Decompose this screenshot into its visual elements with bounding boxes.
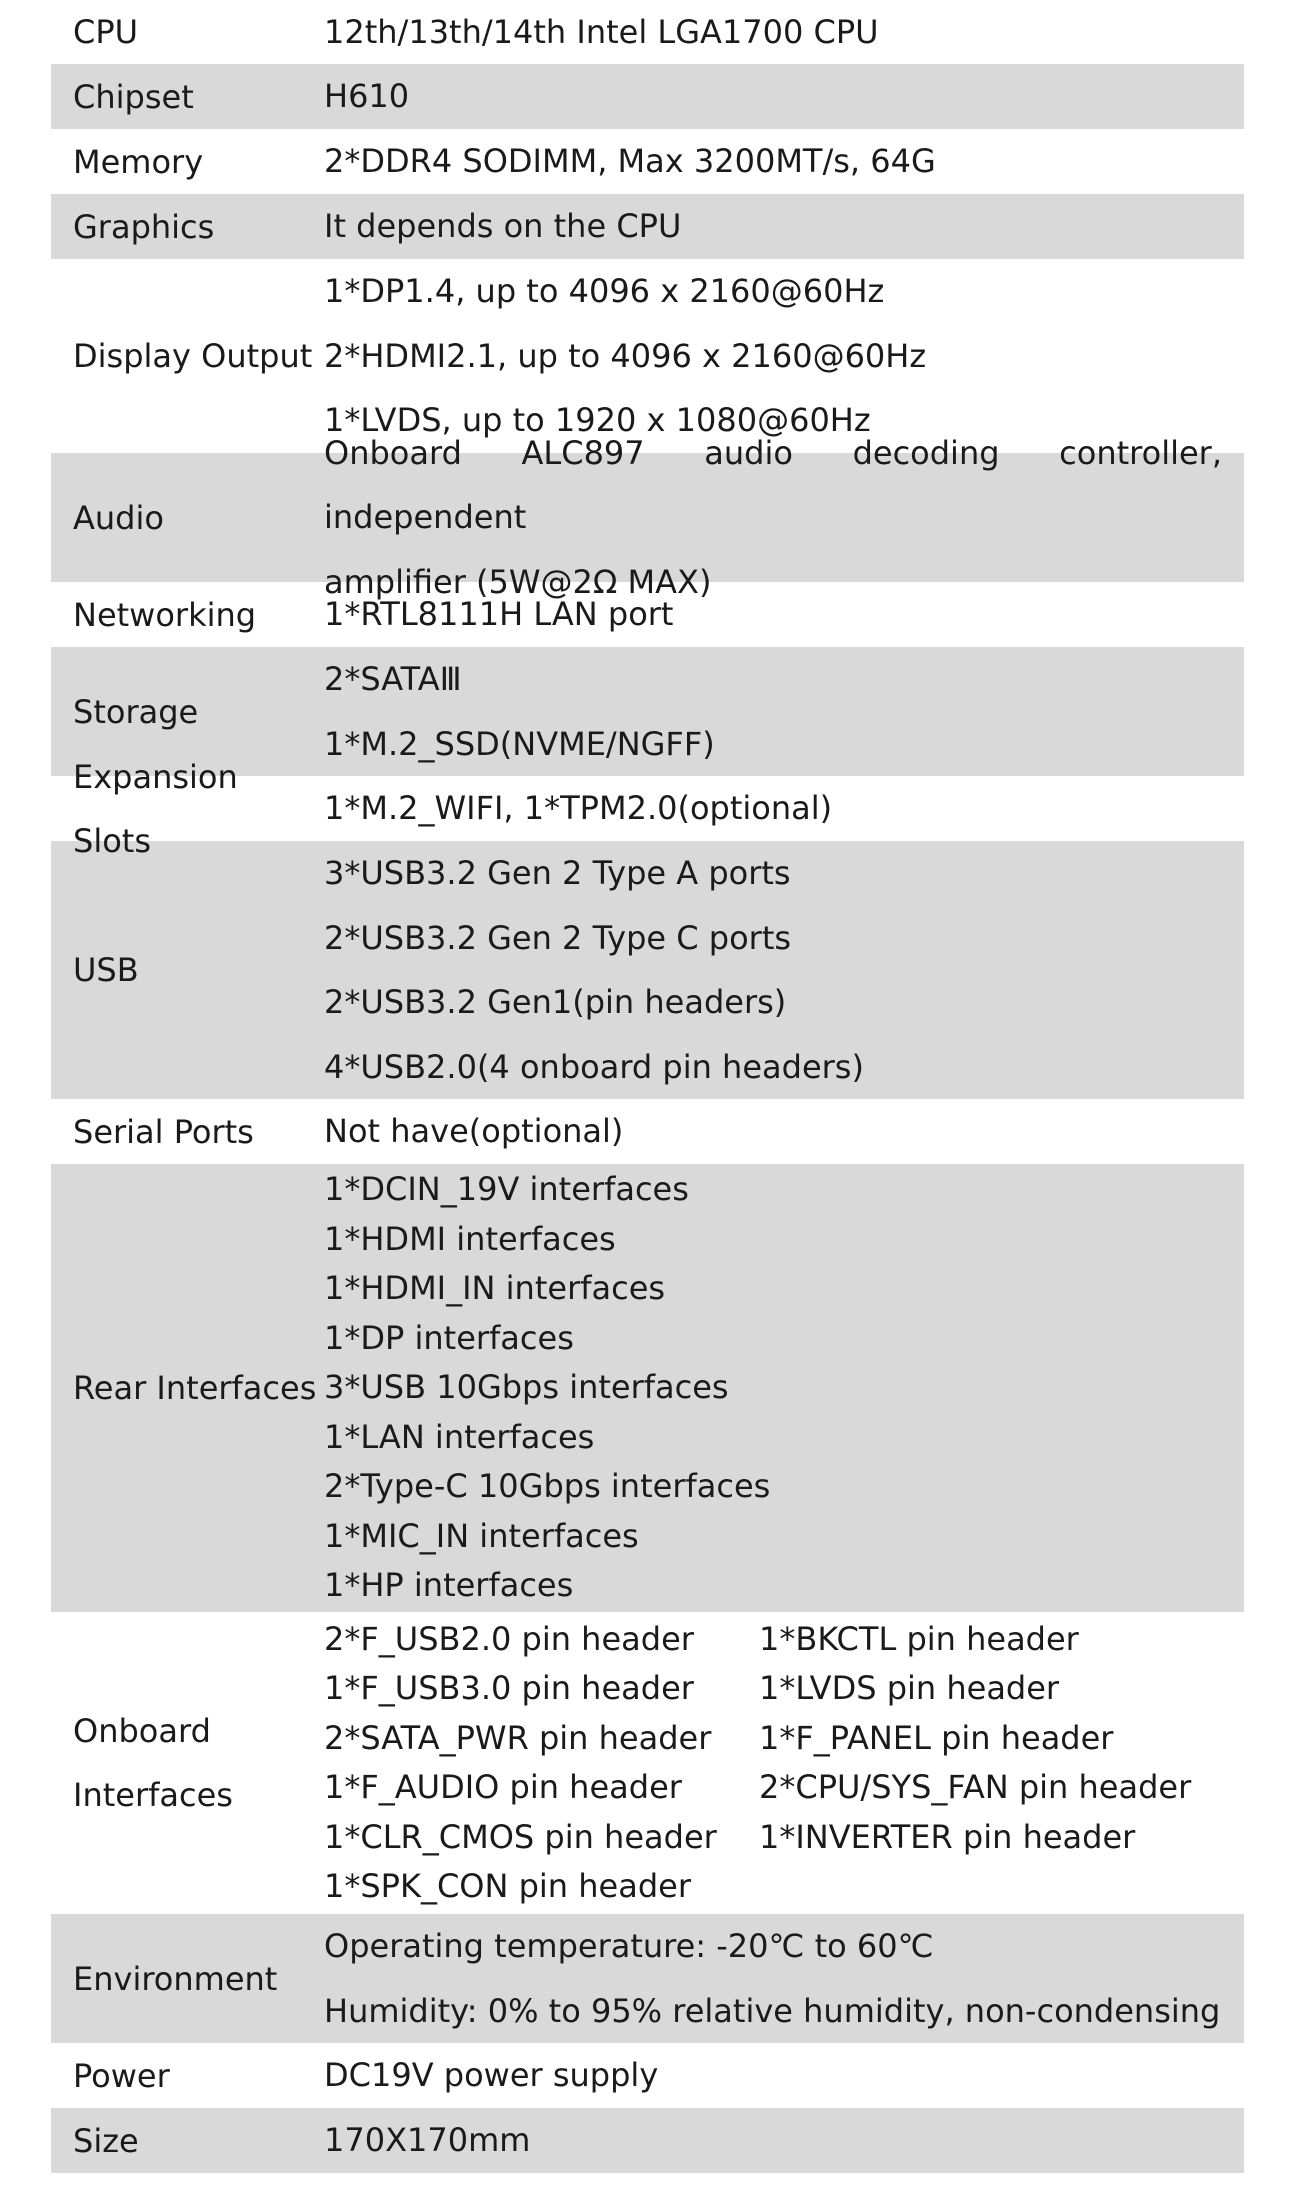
onboard-interfaces-grid <box>324 1615 1222 1912</box>
spec-row-serial-ports <box>51 1099 1244 1164</box>
spec-label: Serial Ports <box>73 1112 254 1151</box>
spec-label: Environment <box>73 1959 278 1998</box>
spec-row-environment <box>51 1914 1244 2043</box>
spec-row-memory <box>51 129 1244 194</box>
spec-label <box>51 1699 324 1827</box>
spec-row-audio <box>51 433 1244 601</box>
spec-value <box>324 1615 1244 1912</box>
spec-label: USB <box>73 951 139 989</box>
spec-value-line: amplifier (5W@2Ω MAX) <box>324 562 712 601</box>
spec-value-line: It depends on the CPU <box>324 207 682 246</box>
spec-value <box>324 647 1244 776</box>
spec-value <box>324 0 1244 64</box>
spec-label: Rear Interfaces <box>73 1369 317 1407</box>
spec-value-line: 1*HP interfaces <box>324 1566 574 1605</box>
spec-value-line: 2*DDR4 SODIMM, Max 3200MT/s, 64G <box>324 142 936 181</box>
spec-value-line: 1*F_AUDIO pin header <box>324 1768 682 1806</box>
spec-row-size <box>51 2108 1244 2173</box>
onboard-interfaces-right-column <box>759 1615 1194 1912</box>
spec-row-onboard-interfaces <box>51 1612 1244 1914</box>
spec-value-line: 1*BKCTL pin header <box>759 1619 1079 1658</box>
spec-value-line: 1*M.2_WIFI, 1*TPM2.0(optional) <box>324 789 833 828</box>
spec-value-line: 170X170mm <box>324 2121 531 2160</box>
spec-value-line: 1*LAN interfaces <box>324 1417 595 1456</box>
spec-table <box>51 0 1244 2173</box>
spec-value-line: 2*SATAⅢ <box>324 660 462 698</box>
spec-row-graphics <box>51 194 1244 259</box>
spec-value-line: 1*LVDS, up to 1920 x 1080@60Hz <box>324 401 871 440</box>
spec-value-line: 1*F_USB3.0 pin header <box>324 1669 694 1707</box>
spec-value-line: 1*SPK_CON pin header <box>324 1867 691 1905</box>
spec-value-line: 1*HDMI_IN interfaces <box>324 1269 666 1308</box>
spec-value-line: 1*LVDS pin header <box>759 1669 1060 1707</box>
spec-label: Storage <box>73 692 199 731</box>
spec-value-line: Not have(optional) <box>324 1112 624 1151</box>
spec-value-line: 2*HDMI2.1, up to 4096 x 2160@60Hz <box>324 336 927 375</box>
spec-value-line: H610 <box>324 77 410 116</box>
spec-value-line: Humidity: 0% to 95% relative humidity, non-condensing <box>324 1991 1221 2030</box>
spec-row-rear-interfaces <box>51 1164 1244 1612</box>
spec-value-line: 1*HDMI interfaces <box>324 1219 616 1258</box>
spec-label: CPU <box>73 13 139 51</box>
spec-value-line: 2*F_USB2.0 pin header <box>324 1619 694 1658</box>
spec-value-line: 3*USB 10Gbps interfaces <box>324 1368 729 1407</box>
spec-label: Size <box>73 2121 139 2160</box>
spec-value-line: 12th/13th/14th Intel LGA1700 CPU <box>324 12 879 51</box>
spec-label: Networking <box>73 595 257 634</box>
spec-value-line: 1*INVERTER pin header <box>759 1817 1136 1856</box>
spec-label: Chipset <box>73 77 194 116</box>
spec-value-line: 2*USB3.2 Gen1(pin headers) <box>324 983 787 1021</box>
spec-value <box>324 1914 1244 2043</box>
spec-value-line: 1*DP interfaces <box>324 1318 574 1357</box>
spec-label: Expansion Slots <box>73 757 238 860</box>
spec-label: Graphics <box>73 207 215 246</box>
spec-value-line: 3*USB3.2 Gen 2 Type A ports <box>324 854 791 892</box>
spec-value-line: 1*RTL8111H LAN port <box>324 595 674 634</box>
onboard-interfaces-left-column <box>324 1615 759 1912</box>
spec-row-usb <box>51 841 1244 1099</box>
spec-value-line: 2*Type-C 10Gbps interfaces <box>324 1467 771 1506</box>
spec-value-line: Onboard ALC897 audio decoding controller, independent <box>324 433 1222 537</box>
spec-value-line: 1*CLR_CMOS pin header <box>324 1817 717 1856</box>
spec-label: Memory <box>73 142 204 181</box>
spec-value <box>324 2043 1244 2108</box>
spec-label: Power <box>73 2056 170 2095</box>
spec-value-line: 2*SATA_PWR pin header <box>324 1718 712 1757</box>
spec-value <box>324 841 1244 1099</box>
spec-row-cpu <box>51 0 1244 64</box>
spec-row-expansion-slots <box>51 757 1244 860</box>
spec-value-line: 1*M.2_SSD(NVME/NGFF) <box>324 724 715 763</box>
spec-value-line: 1*F_PANEL pin header <box>759 1718 1114 1757</box>
spec-value <box>324 582 1244 647</box>
spec-value-line: 4*USB2.0(4 onboard pin headers) <box>324 1047 864 1086</box>
spec-value-line: 2*USB3.2 Gen 2 Type C ports <box>324 918 792 957</box>
spec-value <box>324 1099 1244 1164</box>
spec-label-line: Onboard <box>73 1712 211 1750</box>
spec-label-line: Interfaces <box>73 1776 233 1814</box>
spec-value <box>324 1165 1244 1611</box>
spec-label: Audio <box>73 498 164 537</box>
spec-value-line: DC19V power supply <box>324 2056 659 2095</box>
spec-value-line: 1*DCIN_19V interfaces <box>324 1170 689 1209</box>
spec-row-chipset <box>51 64 1244 129</box>
spec-value-line: Operating temperature: -20℃ to 60℃ <box>324 1927 934 1965</box>
spec-value <box>324 64 1244 129</box>
spec-value-line: 2*CPU/SYS_FAN pin header <box>759 1768 1192 1806</box>
spec-label: Display Output <box>73 337 313 375</box>
spec-row-power <box>51 2043 1244 2108</box>
spec-value <box>324 194 1244 259</box>
spec-value <box>324 2108 1244 2173</box>
spec-value <box>324 776 1244 841</box>
spec-value-line: 1*MIC_IN interfaces <box>324 1516 639 1555</box>
spec-value-line: 1*DP1.4, up to 4096 x 2160@60Hz <box>324 272 885 311</box>
spec-value <box>324 129 1244 194</box>
spec-row-networking <box>51 582 1244 647</box>
